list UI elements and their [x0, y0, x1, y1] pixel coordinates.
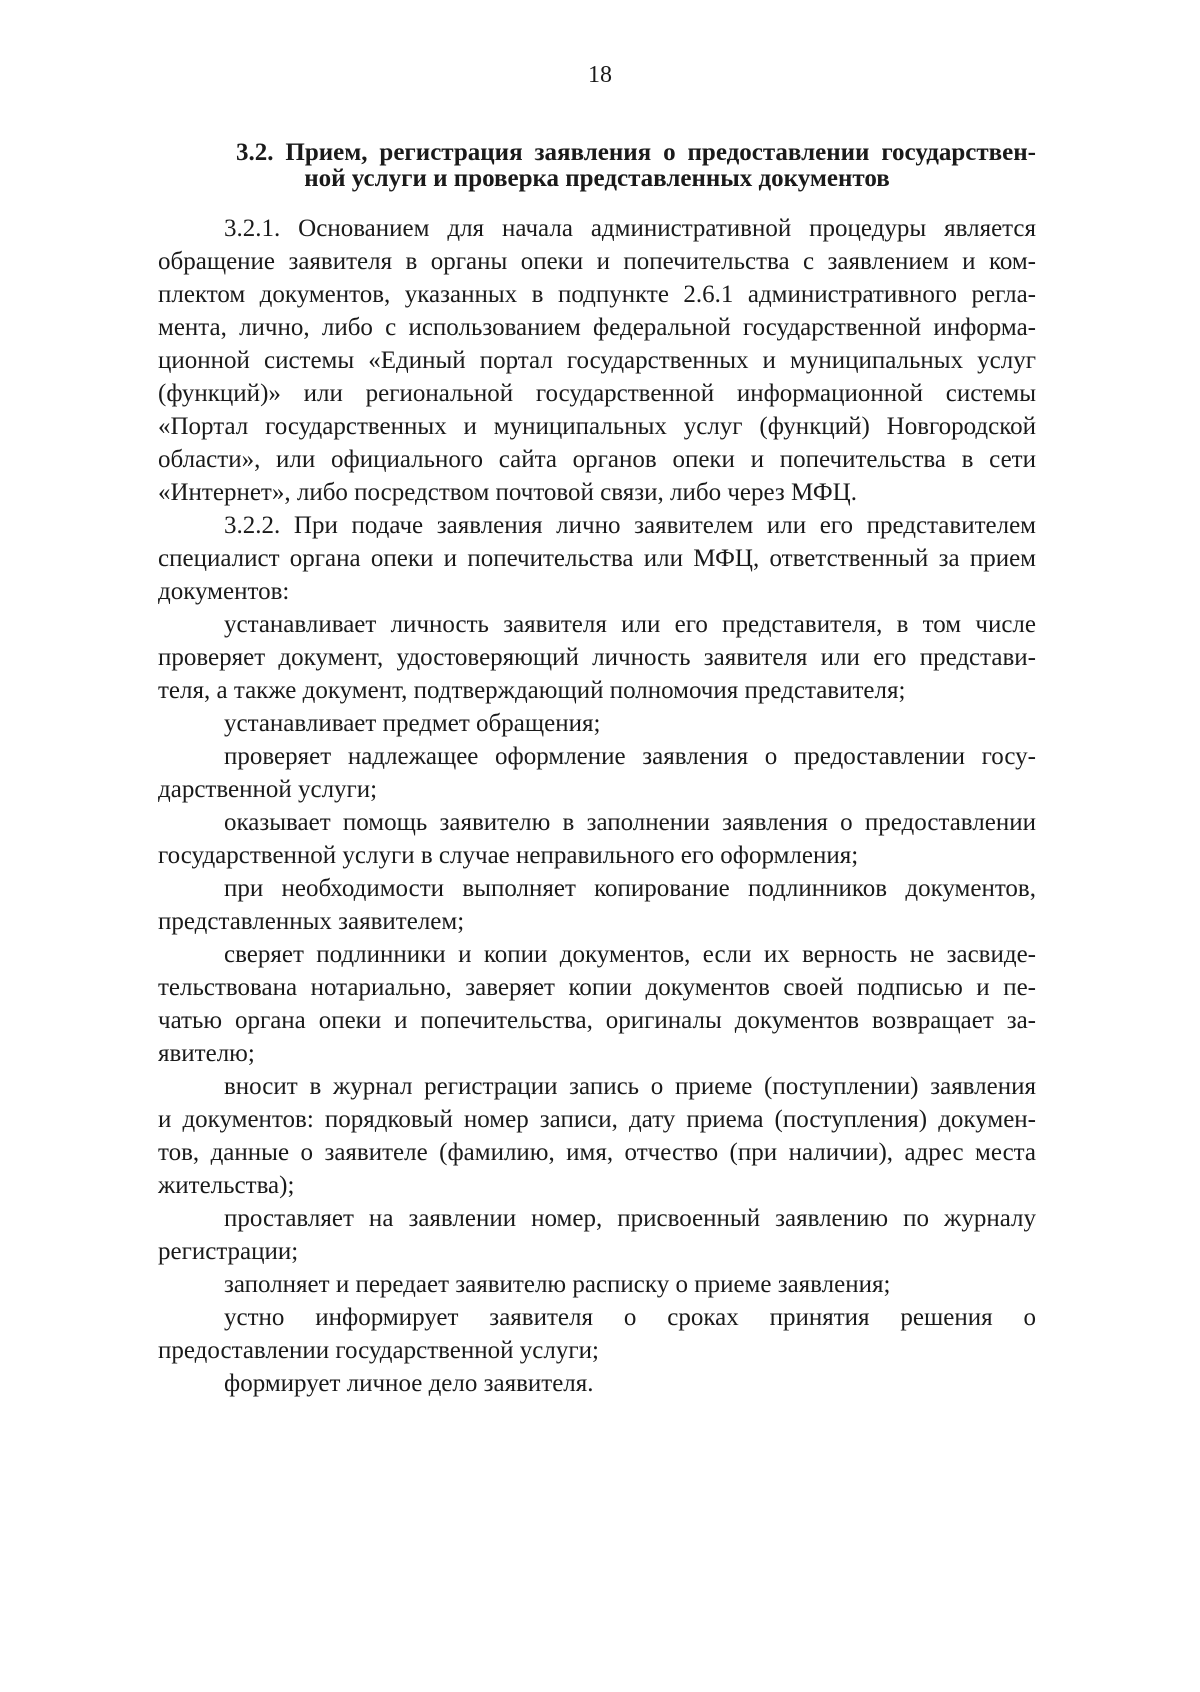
text-line: государственной услуги в случае неправильного его оформления;: [158, 842, 859, 869]
text-line: заполняет и передает заявителю расписку о приеме заявления;: [224, 1271, 891, 1298]
text-line: жительства);: [158, 1172, 295, 1199]
paragraph: [158, 740, 1036, 806]
text-line: теля, а также документ, подтверждающий полномочия представителя;: [158, 677, 906, 704]
text-line: 3.2.1. Основанием для начала административной процедуры является: [224, 215, 1036, 242]
text-line: тельствована нотариально, заверяет копии документов своей подписью и пе-: [158, 974, 1036, 1001]
paragraph: [158, 212, 1036, 509]
section-heading-line: ной услуги и проверка представленных документов: [304, 165, 890, 192]
text-line: области», или официального сайта органов опеки и попечительства в сети: [158, 446, 1036, 473]
text-line: устанавливает личность заявителя или его представителя, в том числе: [224, 611, 1036, 638]
text-line: при необходимости выполняет копирование подлинников документов,: [224, 875, 1036, 902]
paragraph: [158, 1301, 1036, 1367]
section-heading: [158, 140, 1036, 192]
text-line: плектом документов, указанных в подпункте 2.6.1 административного регла-: [158, 281, 1036, 308]
text-line: устанавливает предмет обращения;: [224, 710, 601, 737]
text-line: регистрации;: [158, 1238, 299, 1265]
text-line: проверяет надлежащее оформление заявления о предоставлении госу-: [224, 743, 1036, 770]
paragraph: [158, 1367, 1036, 1400]
paragraph-list: [158, 212, 1036, 1400]
text-line: представленных заявителем;: [158, 908, 465, 935]
paragraph: [158, 872, 1036, 938]
document-body: [158, 140, 1036, 1400]
text-line: проверяет документ, удостоверяющий личность заявителя или его представи-: [158, 644, 1036, 671]
text-line: 3.2.2. При подаче заявления лично заявителем или его представителем: [224, 512, 1036, 539]
paragraph: [158, 938, 1036, 1070]
paragraph: [158, 707, 1036, 740]
text-line: явителю;: [158, 1040, 255, 1067]
text-line: тов, данные о заявителе (фамилию, имя, отчество (при наличии), адрес места: [158, 1139, 1036, 1166]
text-line: (функций)» или региональной государственной информационной системы: [158, 380, 1036, 407]
text-line: устно информирует заявителя о сроках принятия решения о: [224, 1304, 1036, 1331]
paragraph: [158, 1202, 1036, 1268]
text-line: проставляет на заявлении номер, присвоенный заявлению по журналу: [224, 1205, 1036, 1232]
paragraph: [158, 509, 1036, 608]
text-line: дарственной услуги;: [158, 776, 378, 803]
paragraph: [158, 608, 1036, 707]
paragraph: [158, 1070, 1036, 1202]
paragraph: [158, 1268, 1036, 1301]
text-line: специалист органа опеки и попечительства или МФЦ, ответственный за прием: [158, 545, 1036, 572]
text-line: обращение заявителя в органы опеки и попечительства с заявлением и ком-: [158, 248, 1036, 275]
text-line: оказывает помощь заявителю в заполнении заявления о предоставлении: [224, 809, 1036, 836]
text-line: формирует личное дело заявителя.: [224, 1370, 594, 1397]
text-line: и документов: порядковый номер записи, дату приема (поступления) докумен-: [158, 1106, 1036, 1133]
text-line: мента, лично, либо с использованием федеральной государственной информа-: [158, 314, 1036, 341]
text-line: чатью органа опеки и попечительства, оригиналы документов возвращает за-: [158, 1007, 1036, 1034]
page-number: 18: [588, 62, 612, 88]
text-line: «Интернет», либо посредством почтовой связи, либо через МФЦ.: [158, 479, 857, 506]
text-line: ционной системы «Единый портал государственных и муниципальных услуг: [158, 347, 1036, 374]
section-heading-line: 3.2. Прием, регистрация заявления о предоставлении государствен-: [236, 139, 1036, 166]
text-line: предоставлении государственной услуги;: [158, 1337, 599, 1364]
text-line: вносит в журнал регистрации запись о приеме (поступлении) заявления: [224, 1073, 1036, 1100]
text-line: документов:: [158, 578, 290, 605]
text-line: «Портал государственных и муниципальных услуг (функций) Новгородской: [158, 413, 1036, 440]
text-line: сверяет подлинники и копии документов, если их верность не засвиде-: [224, 941, 1036, 968]
paragraph: [158, 806, 1036, 872]
